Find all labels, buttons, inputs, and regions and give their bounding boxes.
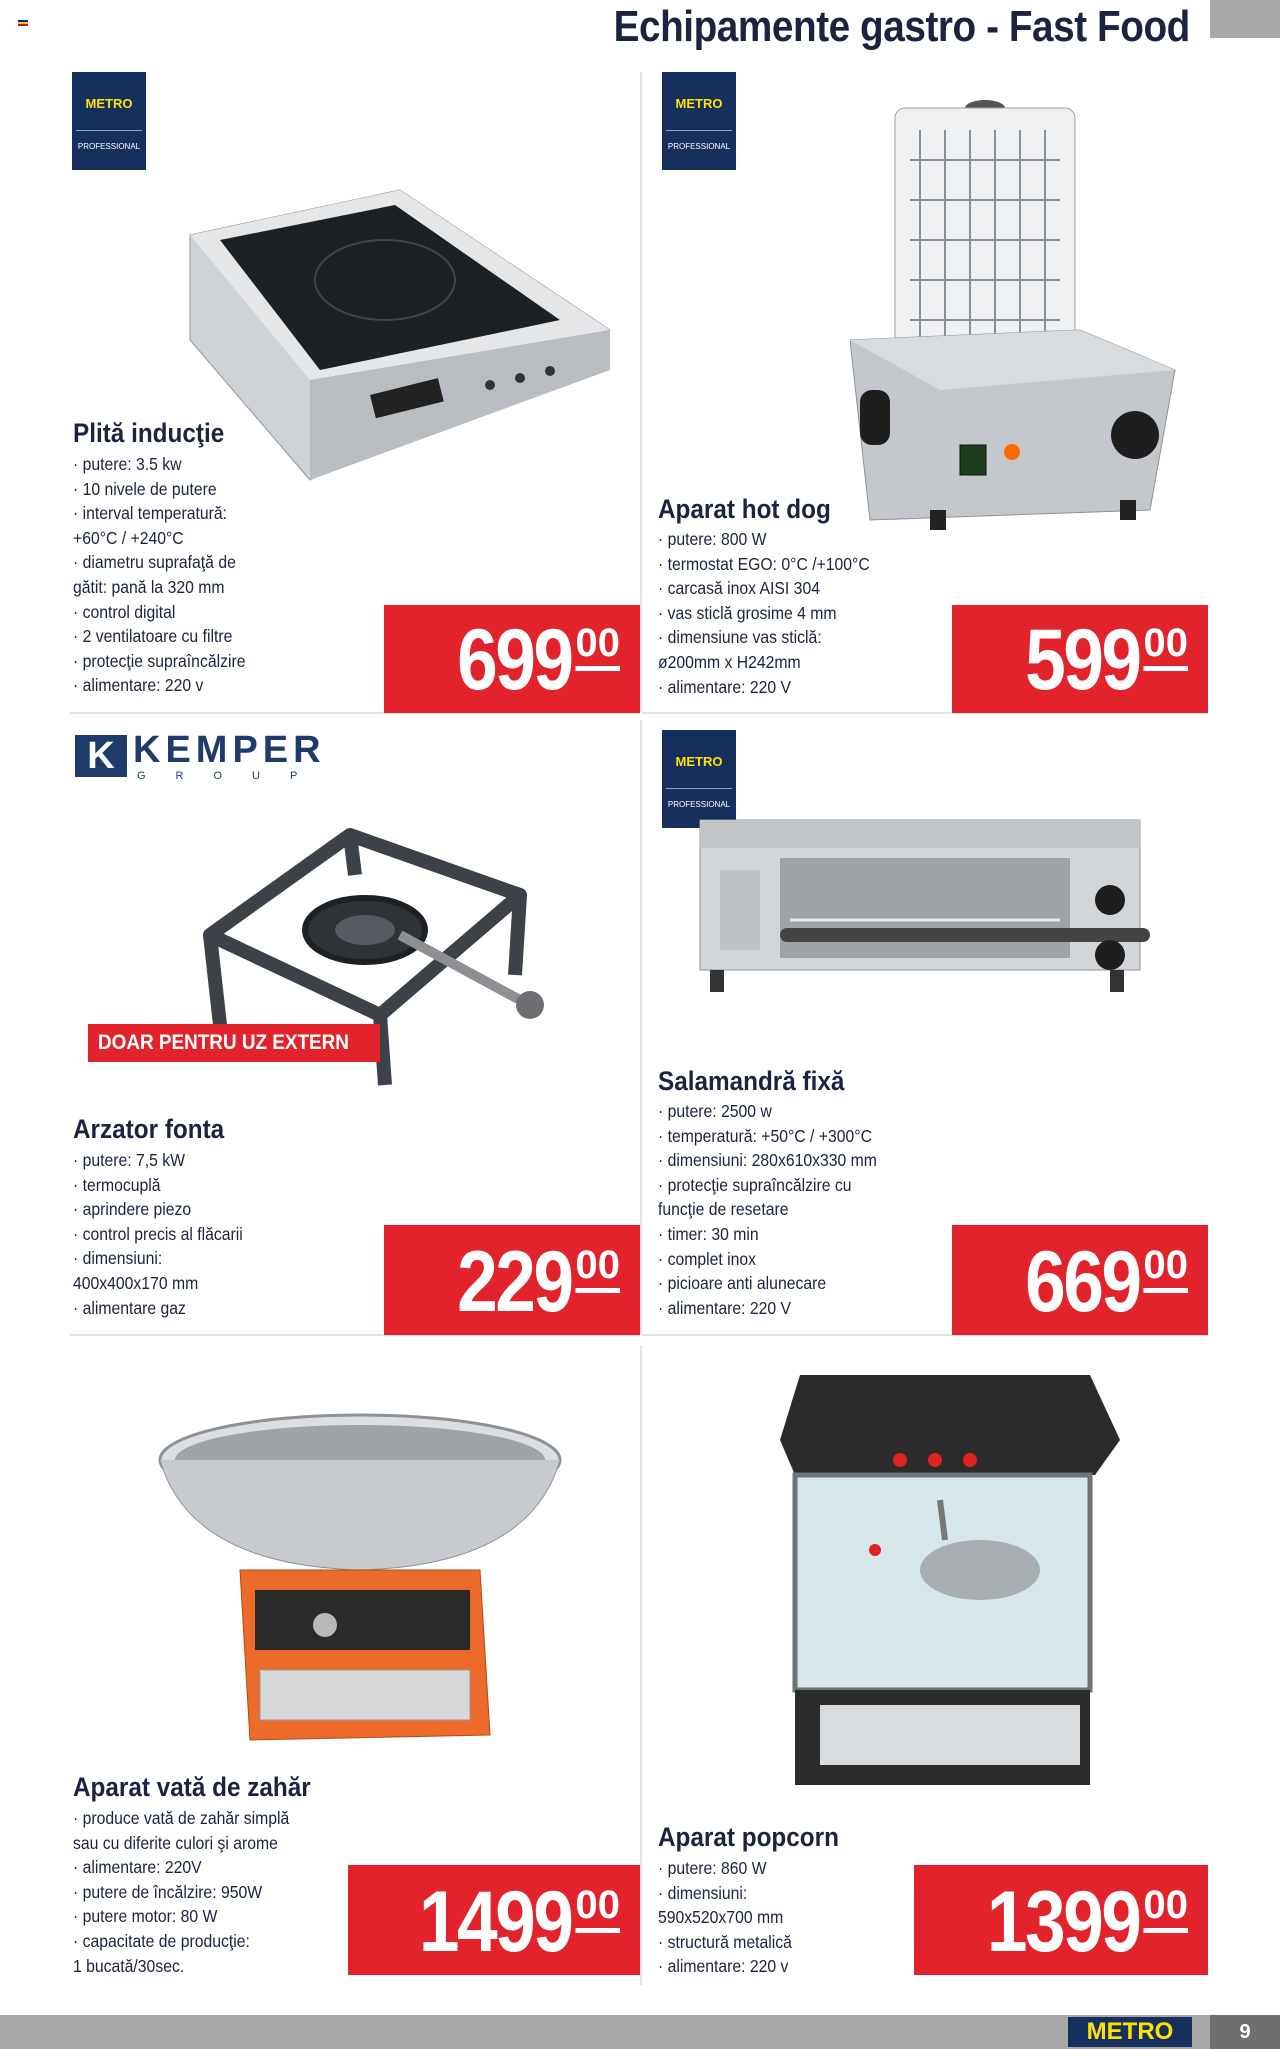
spec-item: · capacitate de producţie:	[73, 1930, 250, 1951]
metro-professional-badge: METRO PROFESSIONAL	[662, 730, 736, 828]
page-title: Echipamente gastro - Fast Food	[613, 2, 1190, 51]
spec-list	[658, 1099, 877, 1320]
price-decimal: 00	[1143, 1243, 1188, 1287]
spec-item: · putere: 3.5 kw	[73, 454, 182, 474]
metro-logo: METRO	[1068, 2017, 1192, 2047]
spec-item: · putere: 7,5 kW	[73, 1150, 186, 1170]
product-title: Plită inducţie	[73, 418, 225, 448]
price-decimal: 00	[575, 1243, 620, 1287]
spec-list	[73, 1148, 243, 1320]
spec-item: · aprindere piezo	[73, 1199, 192, 1220]
spec-item: · complet inox	[658, 1248, 757, 1269]
spec-item: 400x400x170 mm	[73, 1272, 199, 1293]
spec-item: +60°C / +240°C	[73, 527, 184, 548]
spec-list	[73, 452, 245, 698]
product-title: Arzator fonta	[73, 1114, 225, 1144]
divider	[640, 72, 642, 712]
spec-item: · diametru suprafaţă de	[73, 552, 236, 573]
spec-item: · alimentare: 220V	[73, 1857, 202, 1878]
spec-item: · alimentare: 220 V	[658, 676, 792, 697]
salamander-grill-image	[690, 810, 1170, 1000]
spec-item: · putere motor: 80 W	[73, 1906, 218, 1927]
price-integer: 599	[1025, 612, 1140, 708]
spec-item: · putere de încălzire: 950W	[73, 1881, 263, 1902]
spec-item: · termostat EGO: 0°C /+100°C	[658, 553, 870, 574]
spec-item: · carcasă inox AISI 304	[658, 578, 820, 599]
spec-item: funcţie de resetare	[658, 1199, 789, 1220]
price-tag	[348, 1865, 640, 1975]
popcorn-machine-image	[760, 1370, 1130, 1790]
spec-item: · timer: 30 min	[658, 1223, 759, 1244]
price-tag	[384, 1225, 640, 1335]
spec-item: sau cu diferite culori şi arome	[73, 1832, 278, 1853]
spec-item: · 2 ventilatoare cu filtre	[73, 626, 233, 647]
product-title: Aparat popcorn	[658, 1822, 839, 1852]
product-title: Aparat hot dog	[658, 494, 831, 524]
hot-dog-machine-image	[850, 90, 1180, 540]
spec-item: · alimentare gaz	[73, 1297, 186, 1318]
spec-item: gătit: pană la 320 mm	[73, 576, 225, 597]
spec-item: · alimentare: 220 v	[658, 1956, 789, 1977]
spec-item: · vas sticlă grosime 4 mm	[658, 602, 837, 623]
spec-item: · putere: 860 W	[658, 1858, 767, 1878]
price-tag	[384, 605, 640, 713]
spec-item: · alimentare: 220 v	[73, 675, 204, 696]
spec-item: 590x520x700 mm	[658, 1907, 784, 1928]
divider	[640, 720, 642, 1335]
spec-item: · putere: 2500 w	[658, 1101, 772, 1121]
spec-list	[73, 1806, 289, 1978]
price-decimal: 00	[575, 621, 620, 665]
flag-icon	[18, 20, 28, 28]
spec-item: · control digital	[73, 601, 176, 622]
spec-item: · 10 nivele de putere	[73, 478, 217, 499]
spec-item: · produce vată de zahăr simplă	[73, 1808, 290, 1828]
spec-item: · control precis al flăcarii	[73, 1223, 243, 1244]
product-title: Salamandră fixă	[658, 1066, 845, 1096]
spec-item: · dimensiuni: 280x610x330 mm	[658, 1150, 877, 1171]
spec-item: · putere: 800 W	[658, 529, 767, 549]
kemper-logo: K KEMPER GROUP	[75, 730, 375, 785]
spec-item: · protecţie supraîncălzire	[73, 650, 246, 671]
induction-cooktop-image	[180, 180, 620, 500]
spec-item: · interval temperatură:	[73, 503, 228, 524]
price-tag	[914, 1865, 1208, 1975]
price-decimal: 00	[1143, 621, 1188, 665]
price-decimal: 00	[575, 1883, 620, 1927]
price-tag	[952, 1225, 1208, 1335]
price-integer: 1499	[419, 1874, 572, 1970]
price-integer: 1399	[987, 1874, 1140, 1970]
spec-item: 1 bucată/30sec.	[73, 1955, 185, 1976]
spec-item: · protecţie supraîncălzire cu	[658, 1174, 852, 1195]
price-decimal: 00	[1143, 1883, 1188, 1927]
spec-item: · termocuplă	[73, 1174, 161, 1195]
spec-item: · dimensiuni:	[73, 1248, 163, 1269]
metro-professional-badge: METRO PROFESSIONAL	[72, 72, 146, 170]
price-integer: 669	[1025, 1234, 1140, 1330]
cotton-candy-machine-image	[150, 1405, 580, 1745]
divider	[640, 1345, 642, 1985]
price-tag	[952, 605, 1208, 713]
spec-list	[658, 1856, 792, 1979]
spec-item: · picioare anti alunecare	[658, 1273, 827, 1294]
metro-professional-badge: METRO PROFESSIONAL	[662, 72, 736, 170]
page-number: 9	[1210, 2015, 1280, 2049]
spec-item: · dimensiune vas sticlă:	[658, 627, 822, 648]
header-bar	[1210, 0, 1280, 38]
spec-item: · temperatură: +50°C / +300°C	[658, 1125, 872, 1146]
spec-item: · structură metalică	[658, 1931, 792, 1952]
spec-item: · dimensiuni:	[658, 1882, 748, 1903]
spec-item: · alimentare: 220 V	[658, 1297, 792, 1318]
spec-item: ø200mm x H242mm	[658, 651, 801, 672]
price-integer: 229	[457, 1234, 572, 1330]
price-integer: 699	[457, 612, 572, 708]
spec-list	[658, 527, 870, 699]
outdoor-use-tag: DOAR PENTRU UZ EXTERN	[88, 1024, 380, 1062]
product-title: Aparat vată de zahăr	[73, 1772, 311, 1802]
